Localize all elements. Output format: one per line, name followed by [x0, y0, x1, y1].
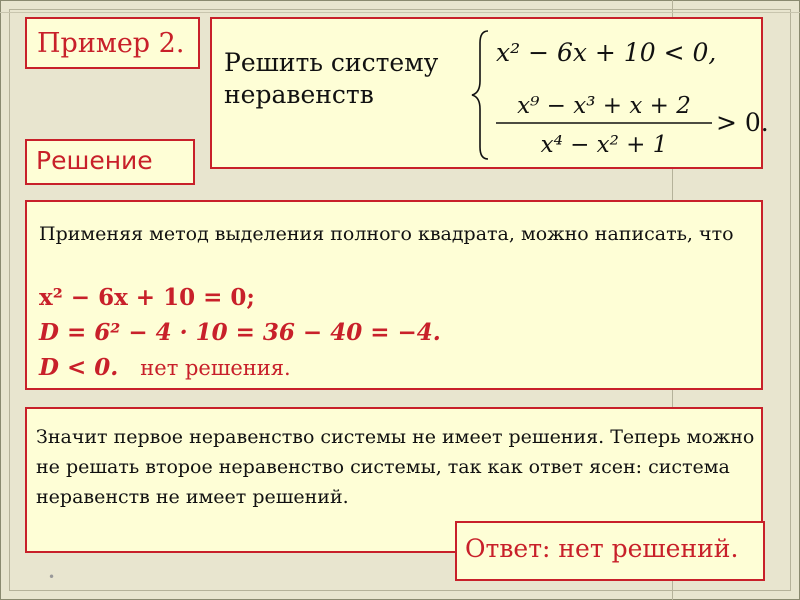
conclusion-text: Значит первое неравенство системы не имеет решения. Теперь можно не решать второе неравенство системы, так как ответ ясен: система неравенств не имеет решений. — [36, 426, 755, 508]
inequality-system — [462, 19, 769, 169]
task-text — [224, 47, 464, 111]
answer-box — [455, 521, 765, 581]
no-solution-text: нет решения. — [140, 356, 291, 380]
system-brace-icon — [472, 31, 488, 159]
answer-text: Ответ: нет решений. — [465, 534, 739, 563]
discriminant-conclusion — [39, 354, 291, 381]
inequality-2-numerator: x⁹ − x³ + x + 2 — [517, 93, 691, 119]
task-box — [210, 17, 769, 169]
example-title: Пример 2. — [37, 28, 185, 59]
task-line-1: Решить систему — [224, 48, 439, 77]
task-line-2: неравенств — [224, 80, 374, 109]
decor-dot: • — [48, 570, 56, 584]
method-intro: Применяя метод выделения полного квадрата, можно написать, что — [39, 223, 734, 245]
solution-label-box — [25, 139, 195, 185]
discriminant-equation: D = 6² − 4 · 10 = 36 − 40 = −4. — [39, 319, 441, 346]
equation-1: x² − 6x + 10 = 0; — [39, 284, 255, 311]
inequality-2-relation: > 0. — [716, 108, 769, 137]
solution-label: Решение — [36, 146, 153, 175]
example-box — [25, 17, 200, 69]
method-box — [25, 200, 763, 390]
discriminant-inequality: D < 0. — [39, 354, 119, 381]
inequality-2-denominator: x⁴ − x² + 1 — [540, 132, 668, 158]
inequality-1: x² − 6x + 10 < 0, — [496, 38, 717, 67]
decor-horizontal-line — [0, 12, 800, 13]
